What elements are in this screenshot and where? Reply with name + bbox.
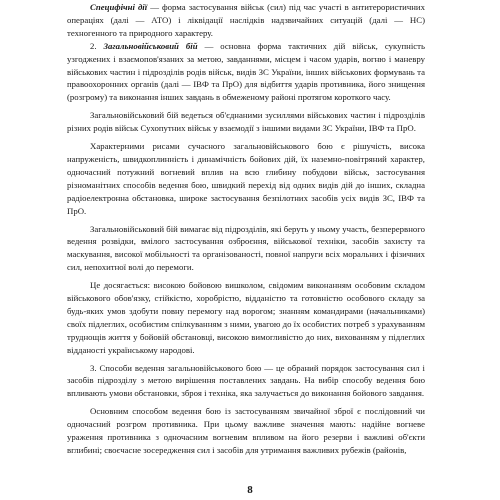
paragraph-text: Способи ведення загальновійськового бою — це обраний порядок застосування сил і засобів підрозділу з метою вирішення поставлених завдань. На вибір способу ведення бою впливають умови обстановки, зброя і техніка, яка залучається до виконання бойового завдання. [67,362,425,399]
paragraph-joint-efforts: Загальновійськовий бій ведеться об'єднаними зусиллями військових частин і підрозділів різних родів військ Сухопутних військ у взаємодії з іншими видами ЗС України, ІВФ та ПрО. [67,110,425,134]
paragraph-characteristics: Характерними рисами сучасного загальновійськового бою є рішучість, висока напруженість, швидкоплинність і динамічність бойових дій, їх наземно-повітряний характер, одночасний потужний вогневий вплив на всю глибину побудови військ, застосування різноманітних способів ведення бою, швидкий перехід від одних видів дій до інших, складна радіоелектронна обстановка, широке застосування безпілотних засобів усіх видів ЗС, ІВФ та ПрО. [67,141,425,216]
paragraph-combined-arms-battle [67,40,425,105]
paragraph-text: — основна форма тактичних дій військ, сукупність узгоджених і взаємопов'язаних за метою, завданнями, місцем і часом ударів, вогню і маневру військових частин і підрозділів родів військ, видів ЗС України, інших військових формувань та правоохоронних органів (далі — ІВФ та ПрО) для відбиття ударів противника, його знищення (розгрому) та виконання інших завдань в обмеженому районі протягом короткого часу. [67,40,425,103]
page-number: 8 [247,484,253,496]
section-number: 2. [90,40,104,51]
body-text [67,1,425,457]
term-combined-arms-battle: Загальновійськовий бій [103,40,198,51]
term-specific-actions: Специфічні дії [90,2,148,12]
paragraph-text: — форма застосування військ (сил) під час участі в антитерористичних операціях (далі — АТО) і ліквідації наслідків надзвичайних ситуацій (далі — НС) техногенного та природного характеру. [67,2,425,38]
section-number: 3. [90,362,100,373]
paragraph-achievement: Це досягається: високою бойовою вишколом, свідомим виконанням особовим складом військового обов'язку, стійкістю, хоробрістю, відданістю та готовністю особового складу за будь-яких умов здобути повну перемогу над ворогом; знанням командирами (начальниками) своїх підлеглих, особистим спілкуванням з ними, увагою до їх особистих потреб з урахуванням труднощів життя у бойовій обстановці, високою вимогливістю до них, вихованням у підлеглих відданості українському народові. [67,280,425,355]
paragraph-requirements: Загальновійськовий бій вимагає від підрозділів, які беруть у ньому участь, безперервного ведення розвідки, вмілого застосування озброєння, військової техніки, засобів захисту та маскування, високої мобільності та організованості, повної напруги всіх моральних і фізичних сил, непохитної волі до перемоги. [67,223,425,273]
paragraph-methods [67,362,425,401]
paragraph-main-method: Основним способом ведення бою із застосуванням звичайної зброї є послідовний чи одночасний розгром противника. При цьому важливе значення мають: надійне вогневе ураження противника з одночасним вогневим впливом на його резерви і важливі об'єкти вглибині; своєчасне зосередження сил і засобів для утримання важливих рубежів (районів, [67,406,425,455]
paragraph-specific-actions [67,1,425,40]
